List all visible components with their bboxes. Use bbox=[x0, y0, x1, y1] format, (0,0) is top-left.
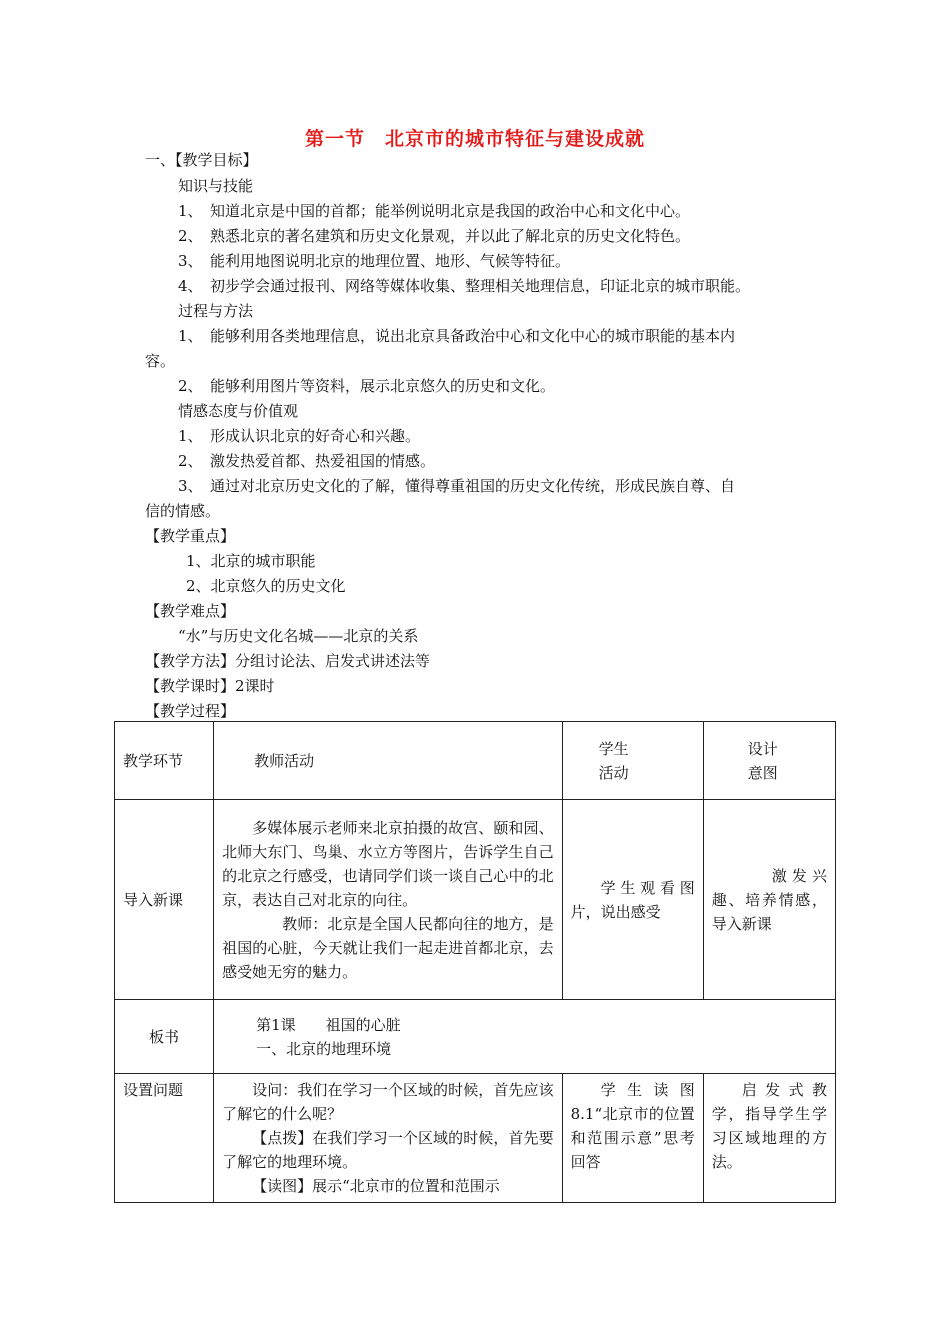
board-line-1: 第1课 祖国的心脏 bbox=[256, 1015, 401, 1034]
intro-teacher-p1: 多媒体展示老师来北京拍摄的故宫、颐和园、北师大东门、鸟巢、水立方等图片，告诉学生自己的北京之行感受，也请同学们谈一谈自己心中的北京，表达自己对北京的向往。 bbox=[222, 818, 554, 909]
table-row-question bbox=[115, 1074, 836, 1203]
header-design-line2: 意图 bbox=[747, 763, 778, 782]
knowledge-item-4: 4、 初步学会通过报刊、网络等媒体收集、整理相关地理信息，印证北京的城市职能。 bbox=[178, 277, 751, 295]
question-teacher-p1: 设问：我们在学习一个区域的时候，首先应该了解它的什么呢？ bbox=[222, 1081, 554, 1123]
question-stage-text: 设置问题 bbox=[123, 1081, 184, 1099]
hours-line: 【教学课时】2课时 bbox=[145, 677, 275, 695]
knowledge-label: 知识与技能 bbox=[178, 177, 254, 195]
key-points-heading: 【教学重点】 bbox=[145, 527, 236, 545]
table-row-intro bbox=[115, 800, 836, 1000]
board-stage-text: 板书 bbox=[149, 1027, 180, 1046]
knowledge-item-3: 3、 能利用地图说明北京的地理位置、地形、气候等特征。 bbox=[178, 252, 571, 270]
difficulties-heading: 【教学难点】 bbox=[145, 602, 236, 620]
question-teacher-p2: 【点拨】在我们学习一个区域的时候，首先要了解它的地理环境。 bbox=[222, 1129, 554, 1171]
intro-teacher-p2: 教师：北京是全国人民都向往的地方，是祖国的心脏，今天就让我们一起走进首都北京，去感受她无穷的魅力。 bbox=[222, 914, 554, 981]
board-stage bbox=[115, 1000, 214, 1074]
table-row-board bbox=[115, 1000, 836, 1074]
board-content bbox=[214, 1000, 836, 1074]
teaching-process-table bbox=[114, 721, 836, 1203]
header-design bbox=[703, 722, 835, 800]
methods-line: 【教学方法】分组讨论法、启发式讲述法等 bbox=[145, 652, 431, 670]
key-point-1: 1、北京的城市职能 bbox=[186, 552, 316, 570]
knowledge-item-1: 1、 知道北京是中国的首都；能举例说明北京是我国的政治中心和文化中心。 bbox=[178, 202, 691, 220]
difficulties-text: “水”与历史文化名城——北京的关系 bbox=[178, 627, 419, 645]
intro-design bbox=[703, 800, 835, 1000]
process-item-2: 2、 能够利用图片等资料，展示北京悠久的历史和文化。 bbox=[178, 377, 556, 395]
board-line-2: 一、北京的地理环境 bbox=[256, 1039, 392, 1058]
intro-stage-text: 导入新课 bbox=[123, 890, 184, 909]
question-teacher-p3: 【读图】展示“北京市的位置和范围示 bbox=[252, 1177, 500, 1195]
intro-student-text: 学生观看图片，说出感受 bbox=[570, 878, 695, 921]
process-label: 过程与方法 bbox=[178, 302, 254, 320]
emotion-label: 情感态度与价值观 bbox=[178, 402, 299, 420]
header-teacher bbox=[214, 722, 562, 800]
intro-design-text: 激发兴趣、培养情感，导入新课 bbox=[711, 866, 827, 933]
header-student-line2: 活动 bbox=[598, 763, 629, 782]
emotion-item-3-line2: 信的情感。 bbox=[145, 502, 221, 520]
question-design-text: 启发式教学，指导学生学习区域地理的方法。 bbox=[711, 1081, 827, 1171]
process-heading: 【教学过程】 bbox=[145, 702, 236, 720]
process-item-1-line2: 容。 bbox=[145, 352, 176, 370]
process-item-1-line1: 1、 能够利用各类地理信息，说出北京具备政治中心和文化中心的城市职能的基本内 bbox=[178, 327, 736, 345]
header-stage-text: 教学环节 bbox=[123, 751, 184, 770]
question-student bbox=[562, 1074, 703, 1203]
question-teacher bbox=[214, 1074, 562, 1203]
intro-stage bbox=[115, 800, 214, 1000]
objectives-heading: 一、【教学目标】 bbox=[145, 151, 258, 169]
header-student bbox=[562, 722, 703, 800]
header-student-line1: 学生 bbox=[598, 739, 629, 758]
table-header-row bbox=[115, 722, 836, 800]
question-design bbox=[703, 1074, 835, 1203]
knowledge-item-2: 2、 熟悉北京的著名建筑和历史文化景观，并以此了解北京的历史文化特色。 bbox=[178, 227, 691, 245]
key-point-2: 2、北京悠久的历史文化 bbox=[186, 577, 346, 595]
emotion-item-3-line1: 3、 通过对北京历史文化的了解，懂得尊重祖国的历史文化传统，形成民族自尊、自 bbox=[178, 477, 736, 495]
intro-teacher bbox=[214, 800, 562, 1000]
question-student-text: 学生读图8.1“北京市的位置和范围示意”思考回答 bbox=[570, 1081, 695, 1171]
intro-student bbox=[562, 800, 703, 1000]
header-design-line1: 设计 bbox=[747, 739, 778, 758]
question-stage bbox=[115, 1074, 214, 1203]
header-teacher-text: 教师活动 bbox=[254, 751, 315, 770]
emotion-item-1: 1、 形成认识北京的好奇心和兴趣。 bbox=[178, 427, 421, 445]
page-title: 第一节 北京市的城市特征与建设成就 bbox=[304, 128, 645, 150]
emotion-item-2: 2、 激发热爱首都、热爱祖国的情感。 bbox=[178, 452, 436, 470]
header-stage bbox=[115, 722, 214, 800]
